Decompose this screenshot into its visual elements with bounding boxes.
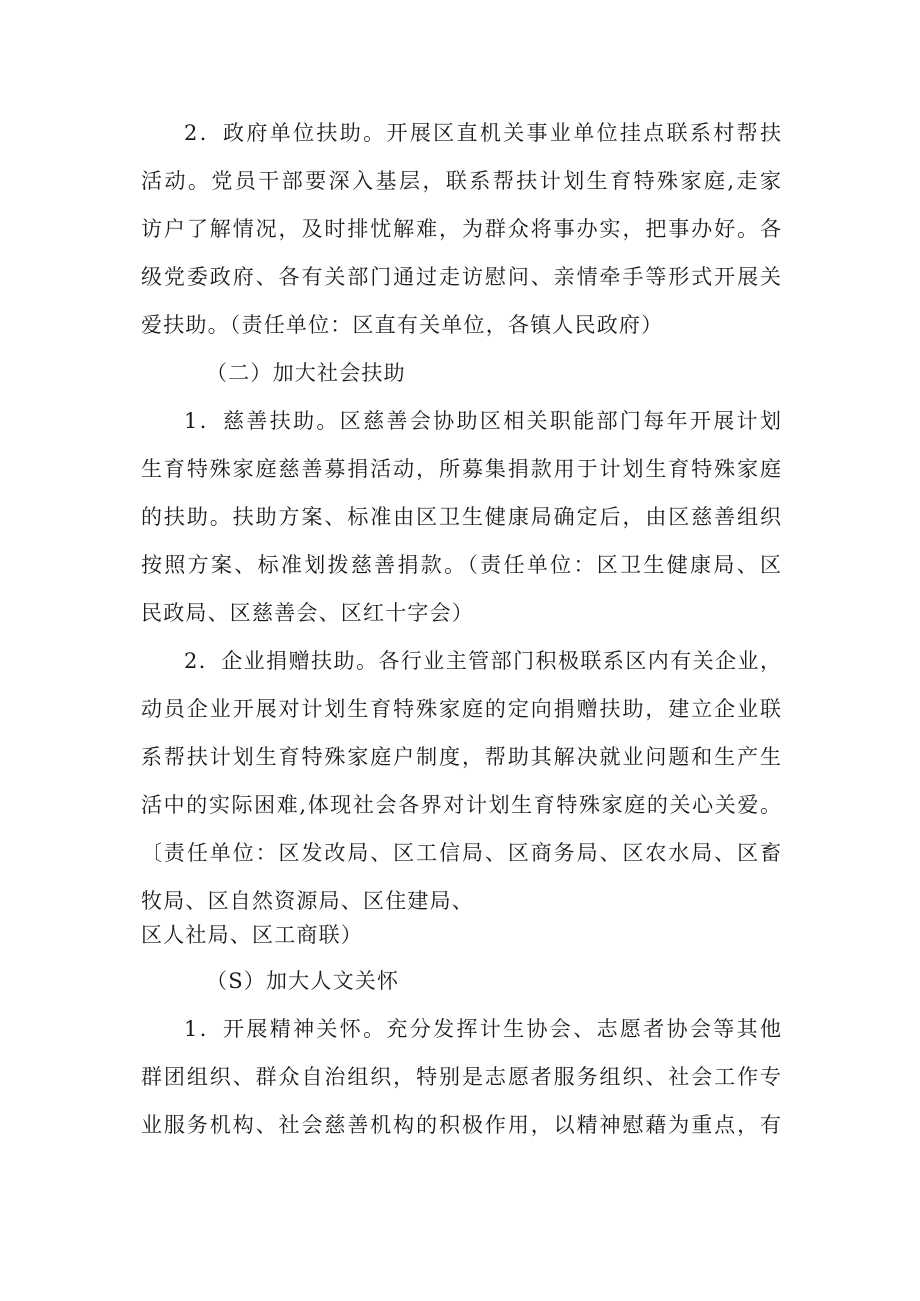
paragraph-line: 区人社局、区工商联） bbox=[141, 923, 363, 947]
section-heading: （二）加大社会扶助 bbox=[206, 361, 406, 385]
paragraph-line: 牧局、区自然资源局、区住建局、 bbox=[141, 889, 474, 913]
paragraph-line: 群团组织、群众自治组织，特别是志愿者服务组织、社会工作专 bbox=[141, 1065, 781, 1089]
paragraph-line: 爱扶助。（责任单位：区直有关单位，各镇人民政府） bbox=[141, 313, 664, 337]
paragraph-line: 活动。党员干部要深入基层，联系帮扶计划生育特殊家庭,走家 bbox=[141, 169, 781, 193]
paragraph-line: 系帮扶计划生育特殊家庭户制度，帮助其解决就业问题和生产生 bbox=[141, 745, 781, 769]
section-heading: （S）加大人文关怀 bbox=[206, 969, 400, 993]
paragraph-line: 2．企业捐赠扶助。各行业主管部门积极联系区内有关企业， bbox=[184, 649, 781, 673]
paragraph-line: 2．政府单位扶助。开展区直机关事业单位挂点联系村帮扶 bbox=[184, 121, 781, 145]
paragraph-line: 生育特殊家庭慈善募捐活动，所募集捐款用于计划生育特殊家庭 bbox=[141, 457, 781, 481]
paragraph-line: 1．慈善扶助。区慈善会协助区相关职能部门每年开展计划 bbox=[184, 409, 781, 433]
paragraph-line: 访户了解情况，及时排忧解难，为群众将事办实，把事办好。各 bbox=[141, 217, 781, 241]
paragraph-line: 按照方案、标准划拨慈善捐款。（责任单位：区卫生健康局、区 bbox=[141, 553, 781, 577]
paragraph-line: 级党委政府、各有关部门通过走访慰问、亲情牵手等形式开展关 bbox=[141, 265, 781, 289]
paragraph-line: 业服务机构、社会慈善机构的积极作用，以精神慰藉为重点，有 bbox=[141, 1113, 781, 1137]
paragraph-line: 1．开展精神关怀。充分发挥计生协会、志愿者协会等其他 bbox=[184, 1017, 781, 1041]
paragraph-line: 动员企业开展对计划生育特殊家庭的定向捐赠扶助，建立企业联 bbox=[141, 697, 781, 721]
paragraph-line: 〔责任单位：区发改局、区工信局、区商务局、区农水局、区畜 bbox=[141, 841, 781, 865]
paragraph-line: 活中的实际困难,体现社会各界对计划生育特殊家庭的关心关爱。 bbox=[141, 793, 781, 817]
paragraph-line: 民政局、区慈善会、区红十字会） bbox=[141, 601, 474, 625]
paragraph-line: 的扶助。扶助方案、标准由区卫生健康局确定后，由区慈善组织 bbox=[141, 505, 781, 529]
